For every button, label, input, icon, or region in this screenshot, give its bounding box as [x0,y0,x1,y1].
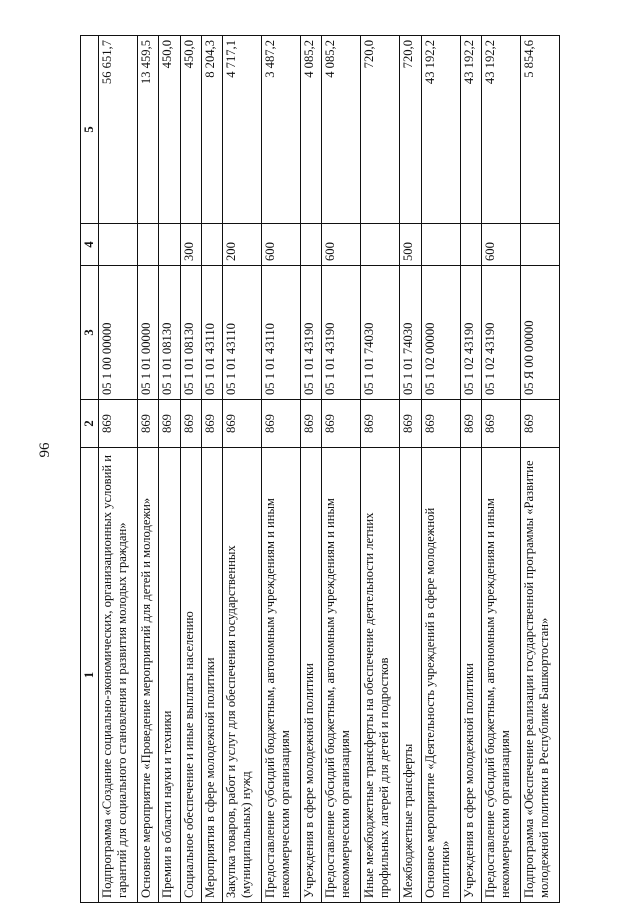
cell-sum: 4 085,2 [322,36,361,224]
cell-sum: 720,0 [361,36,400,224]
cell-csr: 05 1 01 74030 [361,266,400,400]
cell-csr: 05 1 01 43190 [322,266,361,400]
table-row [180,36,201,903]
cell-csr: 05 1 01 08130 [159,266,180,400]
cell-sum: 56 651,7 [99,36,138,224]
cell-name: Социальное обеспечение и иные выплаты населению [180,448,201,903]
table-row [159,36,180,903]
cell-vr [460,224,481,266]
cell-name: Премии в области науки и техники [159,448,180,903]
cell-csr: 05 1 01 74030 [400,266,421,400]
cell-vr: 600 [262,224,301,266]
cell-csr: 05 1 01 43110 [223,266,262,400]
cell-sum: 450,0 [159,36,180,224]
cell-vr [520,224,559,266]
cell-glava: 869 [262,400,301,448]
cell-sum: 43 192,2 [421,36,460,224]
cell-name: Закупка товаров, работ и услуг для обеспечения государственных (муниципальных) нужд [223,448,262,903]
header-col-2: 2 [81,400,99,448]
table-row [421,36,460,903]
cell-name: Предоставление субсидий бюджетным, автономным учреждениям и иным некоммерческим организациям [322,448,361,903]
cell-sum: 13 459,5 [138,36,159,224]
cell-vr [301,224,322,266]
cell-vr [361,224,400,266]
cell-glava: 869 [460,400,481,448]
cell-name: Иные межбюджетные трансферты на обеспечение деятельности летних профильных лагерей для детей и подростков [361,448,400,903]
budget-table [80,35,560,903]
cell-csr: 05 1 00 00000 [99,266,138,400]
cell-csr: 05 1 01 43190 [301,266,322,400]
cell-csr: 05 1 02 00000 [421,266,460,400]
cell-glava: 869 [180,400,201,448]
cell-vr [201,224,222,266]
table-row [201,36,222,903]
cell-sum: 43 192,2 [460,36,481,224]
cell-glava: 869 [138,400,159,448]
cell-csr: 05 1 01 00000 [138,266,159,400]
table-row [460,36,481,903]
cell-sum: 8 204,3 [201,36,222,224]
cell-glava: 869 [201,400,222,448]
cell-vr: 300 [180,224,201,266]
cell-vr: 200 [223,224,262,266]
table-row [138,36,159,903]
cell-csr: 05 1 01 43110 [262,266,301,400]
table-row [322,36,361,903]
header-col-3: 3 [81,266,99,400]
cell-name: Основное мероприятие «Проведение мероприятий для детей и молодежи» [138,448,159,903]
table-row [301,36,322,903]
cell-glava: 869 [99,400,138,448]
table-row [400,36,421,903]
cell-vr [159,224,180,266]
cell-vr [138,224,159,266]
table-row [361,36,400,903]
cell-name: Подпрограмма «Обеспечение реализации государственной программы «Развитие молодежной политики в Республике Башкортостан» [520,448,559,903]
cell-glava: 869 [301,400,322,448]
cell-vr: 500 [400,224,421,266]
cell-name: Межбюджетные трансферты [400,448,421,903]
cell-glava: 869 [361,400,400,448]
cell-csr: 05 1 02 43190 [460,266,481,400]
cell-csr: 05 1 02 43190 [481,266,520,400]
rotated-table-container [80,36,560,903]
cell-name: Предоставление субсидий бюджетным, автономным учреждениям и иным некоммерческим организациям [262,448,301,903]
cell-glava: 869 [322,400,361,448]
table-row [223,36,262,903]
cell-glava: 869 [481,400,520,448]
header-col-5: 5 [81,36,99,224]
cell-vr [421,224,460,266]
cell-vr: 600 [322,224,361,266]
cell-glava: 869 [400,400,421,448]
header-row [81,36,99,903]
cell-sum: 450,0 [180,36,201,224]
table-row [481,36,520,903]
cell-sum: 43 192,2 [481,36,520,224]
cell-sum: 5 854,6 [520,36,559,224]
table-row [262,36,301,903]
cell-name: Предоставление субсидий бюджетным, автономным учреждениям и иным некоммерческим организациям [481,448,520,903]
cell-vr: 600 [481,224,520,266]
cell-name: Учреждения в сфере молодежной политики [301,448,322,903]
cell-glava: 869 [223,400,262,448]
cell-name: Основное мероприятие «Деятельность учреждений в сфере молодежной политики» [421,448,460,903]
header-col-1: 1 [81,448,99,903]
cell-vr [99,224,138,266]
cell-sum: 3 487,2 [262,36,301,224]
cell-glava: 869 [520,400,559,448]
cell-name: Подпрограмма «Создание социально-экономических, организационных условий и гарантий для социального становления и развития молодых граждан» [99,448,138,903]
cell-glava: 869 [421,400,460,448]
cell-csr: 05 Я 00 00000 [520,266,559,400]
page-number: 96 [37,442,53,458]
table-row [520,36,559,903]
cell-sum: 4 717,1 [223,36,262,224]
cell-sum: 720,0 [400,36,421,224]
table-row [99,36,138,903]
cell-csr: 05 1 01 08130 [180,266,201,400]
header-col-4: 4 [81,224,99,266]
cell-glava: 869 [159,400,180,448]
cell-name: Учреждения в сфере молодежной политики [460,448,481,903]
cell-sum: 4 085,2 [301,36,322,224]
table-body [99,36,560,903]
cell-name: Мероприятия в сфере молодежной политики [201,448,222,903]
cell-csr: 05 1 01 43110 [201,266,222,400]
